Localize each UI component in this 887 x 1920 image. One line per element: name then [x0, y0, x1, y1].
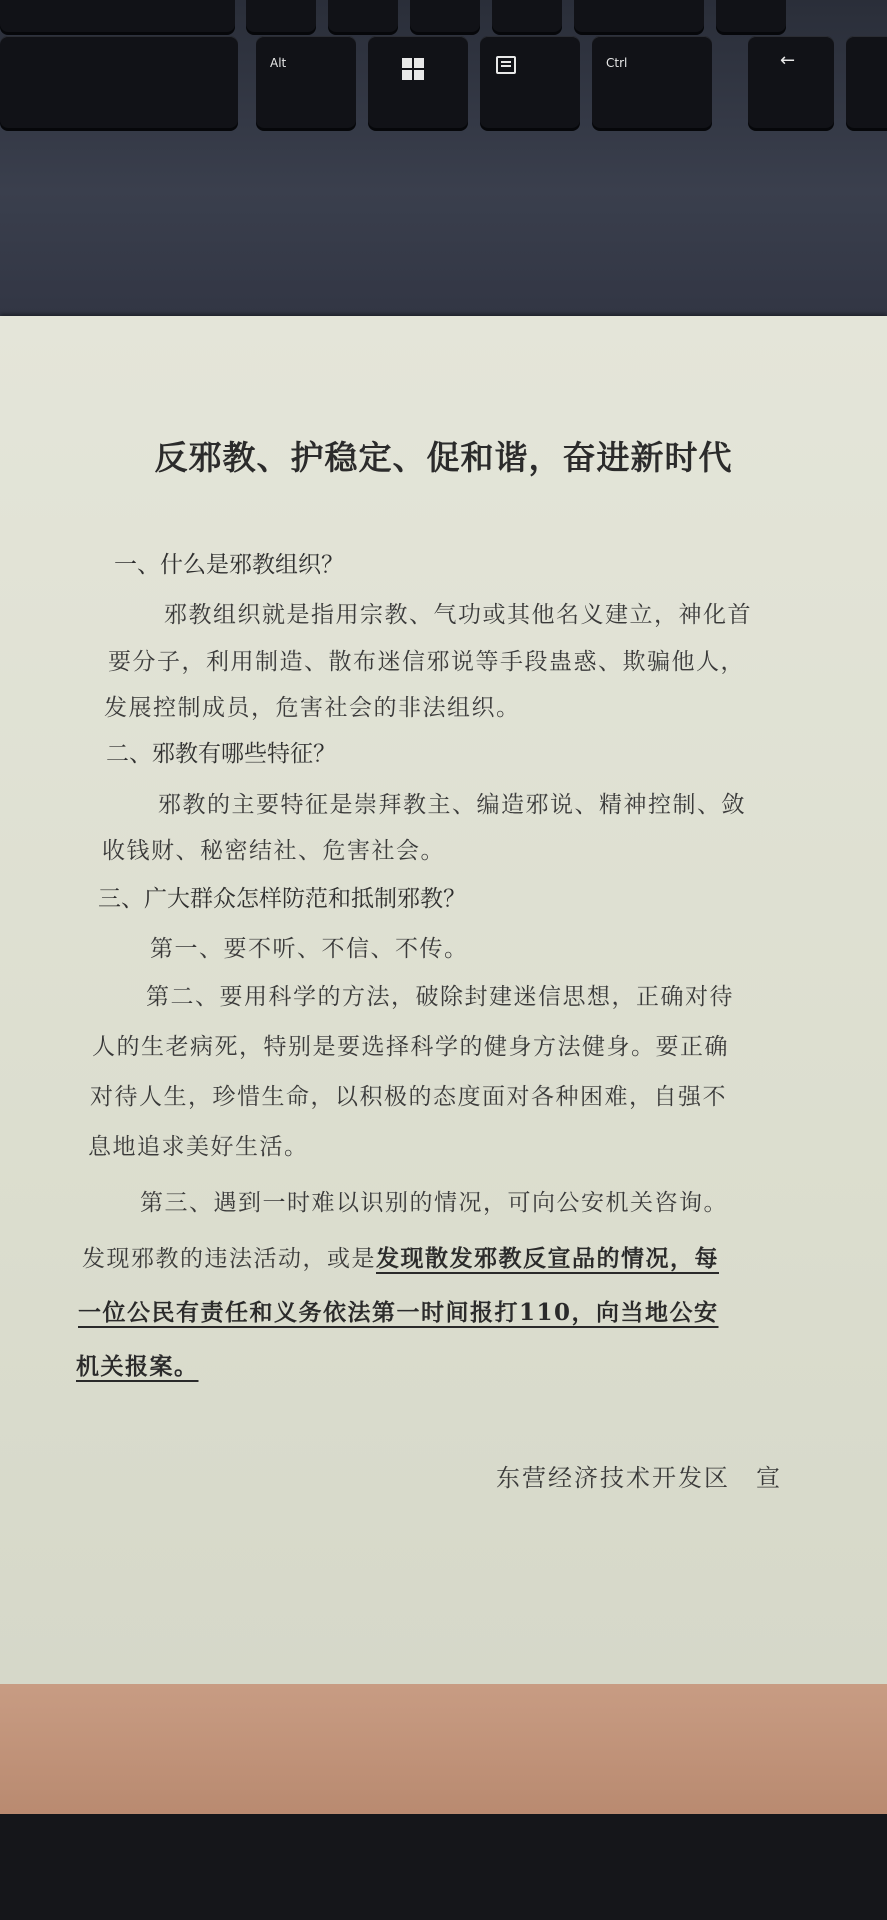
underlined-line: 机关报案。	[76, 1353, 199, 1380]
left-arrow-icon: ←	[780, 50, 796, 71]
ctrl-key-label: Ctrl	[606, 56, 628, 70]
key	[716, 0, 786, 32]
alt-key	[256, 36, 356, 128]
paragraph-line: 邪教组织就是指用宗教、气功或其他名义建立，神化首	[164, 602, 752, 628]
ctrl-key	[592, 36, 712, 128]
key	[410, 0, 480, 32]
paragraph-line: 息地追求美好生活。	[88, 1134, 309, 1160]
paragraph-line: 对待人生，珍惜生命，以积极的态度面对各种困难，自强不	[90, 1084, 727, 1110]
signature: 东营经济技术开发区 宣	[496, 1464, 782, 1492]
paragraph-line: 发展控制成员，危害社会的非法组织。	[104, 695, 521, 721]
paragraph-line: 第二、要用科学的方法，破除封建迷信思想，正确对待	[146, 984, 734, 1010]
section-heading-2: 二、邪教有哪些特征？	[106, 741, 336, 767]
paragraph-line	[82, 1240, 719, 1273]
document-title: 反邪教、护稳定、促和谐，奋进新时代	[154, 438, 733, 477]
dark-bottom-area	[0, 1814, 887, 1920]
windows-key	[368, 36, 468, 128]
keyboard-background	[0, 0, 887, 318]
paragraph-line: 收钱财、秘密结社、危害社会。	[102, 838, 445, 864]
key	[574, 0, 704, 32]
menu-key	[480, 36, 580, 128]
paragraph-line: 人的生老病死，特别是要选择科学的健身方法健身。要正确	[92, 1034, 729, 1060]
key	[0, 0, 235, 32]
spacebar-key	[0, 36, 238, 128]
key	[846, 36, 887, 128]
plain-text: 发现邪教的违法活动，或是	[82, 1246, 376, 1272]
windows-logo-icon	[402, 58, 424, 80]
paragraph-line: 第一、要不听、不信、不传。	[150, 936, 469, 962]
left-arrow-key	[748, 36, 834, 128]
paragraph-line: 第三、遇到一时难以识别的情况，可向公安机关咨询。	[140, 1190, 728, 1216]
underlined-line: 一位公民有责任和义务依法第一时间报打110，向当地公安	[78, 1299, 719, 1326]
menu-icon	[496, 56, 516, 74]
section-heading-3: 三、广大群众怎样防范和抵制邪教？	[98, 886, 466, 912]
underlined-text: 发现散发邪教反宣品的情况，每	[376, 1245, 719, 1272]
alt-key-label: Alt	[270, 56, 287, 70]
key	[492, 0, 562, 32]
paragraph-line: 要分子，利用制造、散布迷信邪说等手段蛊惑、欺骗他人，	[108, 649, 745, 675]
key	[328, 0, 398, 32]
paragraph-line: 邪教的主要特征是崇拜教主、编造邪说、精神控制、敛	[158, 792, 746, 818]
keyboard-keys	[0, 0, 887, 135]
desk-surface	[0, 1684, 887, 1814]
key	[246, 0, 316, 32]
section-heading-1: 一、什么是邪教组织？	[114, 552, 344, 578]
